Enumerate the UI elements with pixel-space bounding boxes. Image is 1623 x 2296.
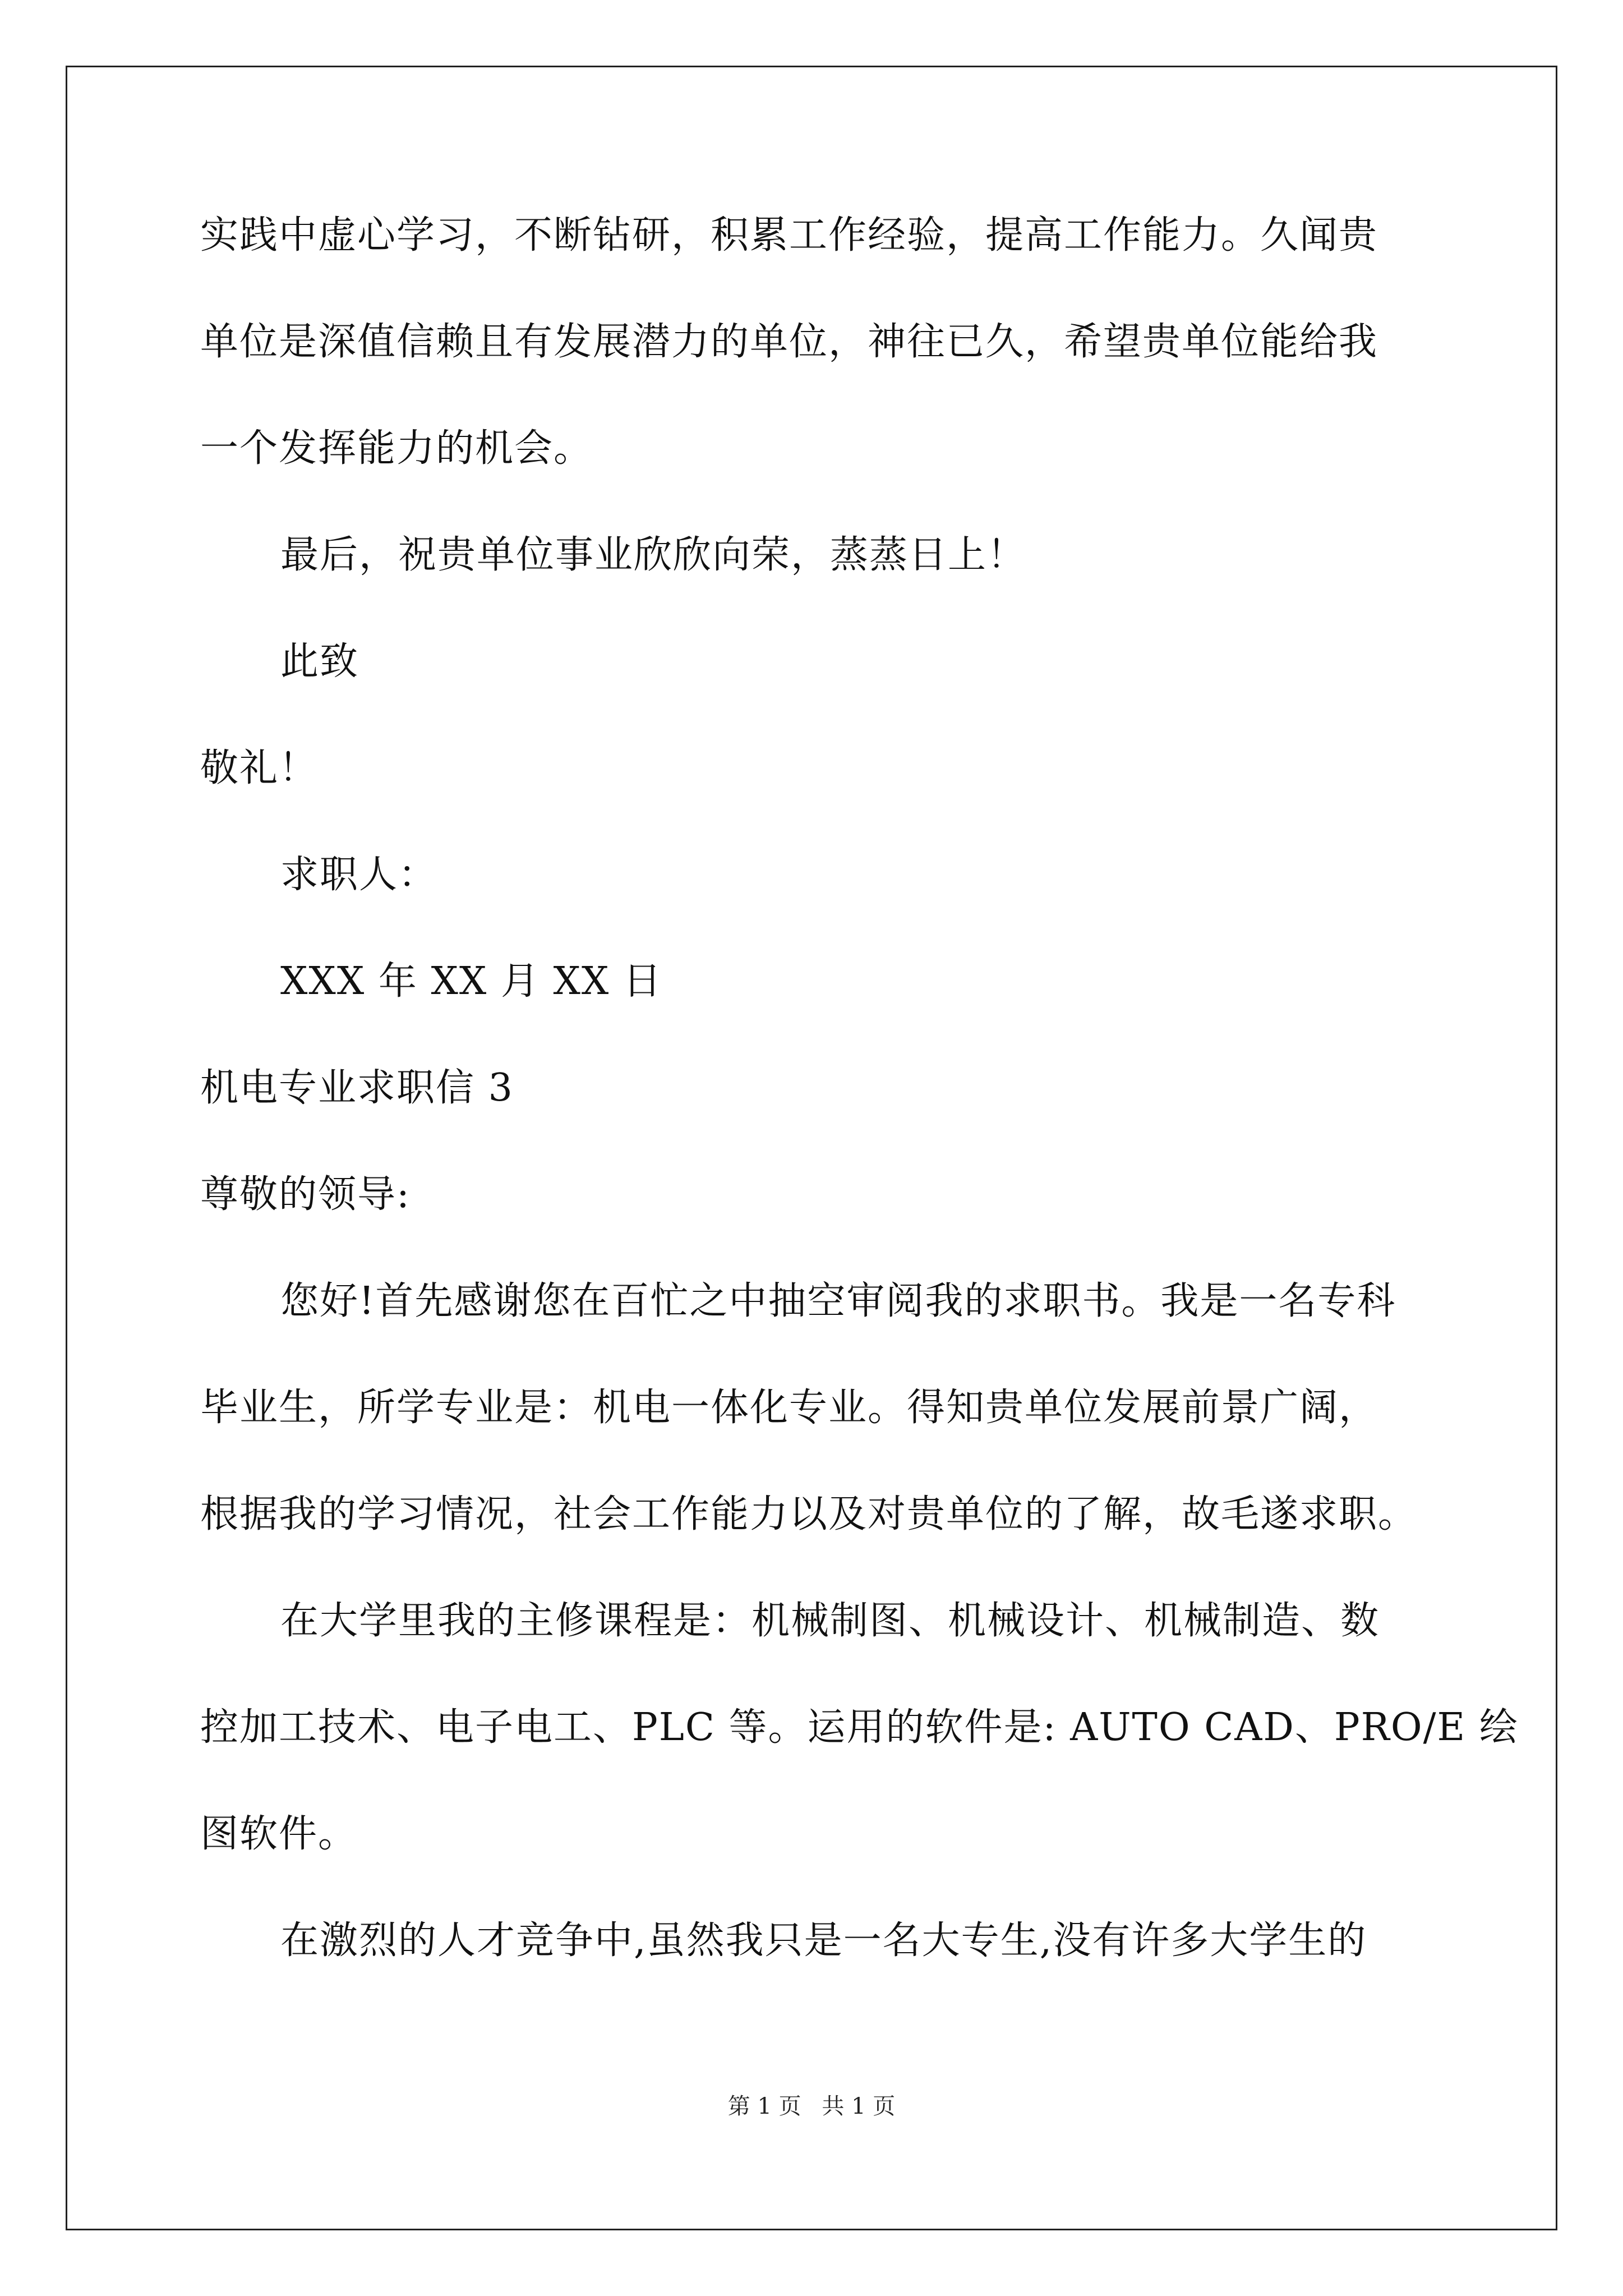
paragraph-line: 单位是深值信赖且有发展潜力的单位，神往已久，希望贵单位能给我 — [200, 320, 1378, 364]
greeting: 尊敬的领导: — [200, 1172, 411, 1217]
paragraph-line: 控加工技术、电子电工、PLC 等。运用的软件是: AUTO CAD、PRO/E 绘 — [200, 1705, 1519, 1750]
paragraph-line: 在激烈的人才竞争中,虽然我只是一名大专生,没有许多大学生的 — [280, 1918, 1367, 1963]
paragraph-line: 实践中虚心学习，不断钻研，积累工作经验，提高工作能力。久闻贵 — [200, 213, 1378, 257]
closing-wish: 最后，祝贵单位事业欣欣向荣，蒸蒸日上！ — [280, 533, 1027, 577]
section-title: 机电专业求职信 3 — [200, 1066, 514, 1110]
salutation-close: 此致 — [280, 639, 359, 684]
page-footer — [0, 2092, 1623, 2120]
paragraph-line: 在大学里我的主修课程是：机械制图、机械设计、机械制造、数 — [280, 1599, 1380, 1643]
salutation-regards: 敬礼！ — [200, 746, 319, 790]
page-total: 共 1 页 — [822, 2093, 896, 2119]
paragraph-line: 根据我的学习情况，社会工作能力以及对贵单位的了解，故毛遂求职。 — [200, 1492, 1418, 1536]
page-number: 第 1 页 — [727, 2093, 801, 2119]
date-line: XXX 年 XX 月 XX 日 — [280, 959, 662, 1004]
paragraph-line: 毕业生，所学专业是：机电一体化专业。得知贵单位发展前景广阔， — [200, 1386, 1378, 1430]
paragraph-line: 图软件。 — [200, 1812, 358, 1856]
paragraph-line: 您好!首先感谢您在百忙之中抽空审阅我的求职书。我是一名专科 — [280, 1279, 1396, 1323]
applicant-label: 求职人： — [280, 853, 438, 897]
page-border — [66, 66, 1557, 2230]
paragraph-line: 一个发挥能力的机会。 — [200, 426, 593, 471]
